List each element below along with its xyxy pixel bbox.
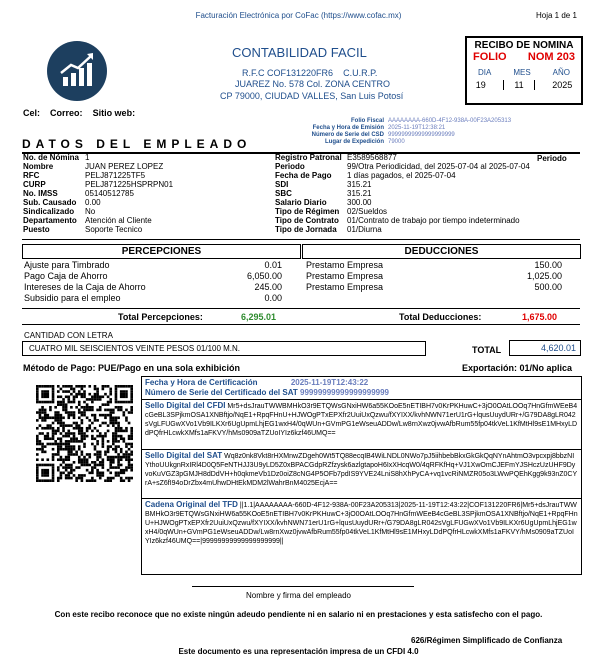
empleado-field-value: JUAN PEREZ LOPEZ [85, 162, 164, 171]
firma-label: Nombre y firma del empleado [246, 591, 351, 600]
empleado-field-label: Sub. Causado [23, 198, 77, 207]
empleado-field-value: 99/Otra Periodicidad, del 2025-07-04 al 2025-07-04 [347, 162, 530, 171]
cert-fecha: Fecha y Hora de Certificación 2025-11-19T12:43:22 [145, 378, 369, 387]
empleado-field-value: No [85, 207, 96, 216]
empleado-field-value: 01/Contrato de trabajo por tiempo indeterminado [347, 216, 520, 225]
empleado-left-row [21, 153, 175, 162]
empleado-left-table [21, 153, 175, 234]
percepciones-header: PERCEPCIONES [22, 244, 301, 259]
metodo-pago: Método de Pago: PUE/Pago en una sola exhibición [23, 363, 241, 373]
concepto-label: Subsidio para el empleo [24, 293, 121, 303]
concepto-label: Prestamo Empresa [306, 282, 384, 292]
empleado-right-row [273, 189, 532, 198]
concepto-label: Prestamo Empresa [306, 271, 384, 281]
company-name: CONTABILIDAD FACIL [232, 45, 367, 60]
exportacion: Exportación: 01/No aplica [462, 363, 573, 373]
percepciones-list [24, 260, 282, 304]
anio-label: AÑO [552, 68, 570, 77]
empleado-field-label: Salario Diario [275, 198, 327, 207]
periodo-right-label: Periodo [537, 154, 567, 163]
empleado-field-value: 315.21 [347, 189, 372, 198]
cantidad-letra-box [22, 341, 426, 356]
cantidad-letra-label: CANTIDAD CON LETRA [24, 331, 113, 340]
concepto-row [306, 282, 562, 293]
empleado-field-label: No. de Nómina [23, 153, 80, 162]
empleado-field-label: Departamento [23, 216, 77, 225]
empleado-left-row [21, 171, 175, 180]
dia-value: 19 [475, 80, 486, 90]
empleado-field-value: 1 días pagados, el 2025-07-04 [347, 171, 456, 180]
qr-code-icon [36, 385, 133, 482]
empleado-field-label: RFC [23, 171, 40, 180]
mes-label: MES [513, 68, 531, 77]
fiscal-values: AAAAAAAA-660D-4F12-938A-00F23A205313 2025-11-19T12:38:21 99999999999999999999 79000 [388, 118, 512, 145]
concepto-row [306, 260, 562, 271]
empleado-field-label: Nombre [23, 162, 54, 171]
sello-sat: Sello Digital del SAT Wq8z0nk8Vkt8rHXMnwZDgeh0Wt5TQ88ecqIB4WiLNDL0NWo7pJ5iihbebBkxGkGkQqNYnAhtmO3vpcxpj8bbzNIYthoUUkgnRxIRl4D0Q5FeNTHJJ3U9yLD5Z0xBPACGdpRZfzysk6azlgtapoH6IxXHcqW0/4qRFKfHq+VJ1XwOmCJEFmYJSHczUzUHF9DyvoKuVGZ3pGMJH8dDdVH+h0qkmeVb1Dz0oiZ8cNG4P5OFb7pdIS9YVE24LniS8hXhPyCA+vq1vcRiNMZR05o3LWwPQEhKgg9k93nZ0CYrA+sZ6fI94oDrZbx4mUhwDHtEkMDM2lWahrBnM4025EcjA== [142, 450, 581, 499]
empleado-left-row [21, 216, 175, 225]
concepto-amount: 150.00 [534, 260, 562, 270]
concepto-amount: 245.00 [254, 282, 282, 292]
empleado-left-row [21, 162, 175, 171]
empleado-field-label: Puesto [23, 225, 50, 234]
empleado-title: DATOS DEL EMPLEADO [22, 137, 252, 151]
deducciones-list [306, 260, 562, 293]
concepto-row [24, 260, 282, 271]
empleado-right-row [273, 207, 532, 216]
empleado-field-label: No. IMSS [23, 189, 58, 198]
empleado-left-row [21, 225, 175, 234]
empleado-field-label: Tipo de Régimen [275, 207, 340, 216]
concepto-row [24, 293, 282, 304]
concepto-row [306, 271, 562, 282]
empleado-field-label: CURP [23, 180, 46, 189]
empleado-left-row [21, 207, 175, 216]
empleado-bottom-divider [22, 239, 580, 240]
sello-cfdi: Sello Digital del CFDI Mr5+dsJrauTWWBMHkO3r9ETQWsGNxiHW6a55KOoE5nETIBH7v0KrPKHuwC+3jO0OAtLOOq7HnGfmWEeB4cGeBL3SPjkmOSA1XNBftjo/NqE1+RpqFHnU+HJWOgPTxEPXfr2UuiUxQzwu/fXYIXX/kvhNWN71erU1rG+lqusUuydURr+/G79DA8gLR042sVgLFUGwXVo1Vb9ILKXr6UgUpmLhjEG1wxH4/0qWUn+GVmPG1eWseuADDw/Lw8rnXwz0jvwAfbRum55fp04tkVeL1KfMtHl9sE1MHxyLDdPQfrHLcwkXMfs1aFKVY/hMs0909aTZUoIYIz6kzf46UMQ== [142, 400, 581, 450]
empleado-field-label: Tipo de Jornada [275, 225, 337, 234]
empleado-field-label: Periodo [275, 162, 305, 171]
empleado-field-value: PELJ871225TF5 [85, 171, 146, 180]
cert-block [141, 376, 582, 575]
empleado-left-row [21, 189, 175, 198]
concepto-label: Intereses de la Caja de Ahorro [24, 282, 146, 292]
cert-serie: Número de Serie del Certificado del SAT 99999999999999999999 [145, 388, 389, 397]
empleado-field-label: SDI [275, 180, 289, 189]
empleado-field-value: Soporte Tecnico [85, 225, 143, 234]
empleado-field-value: 02/Sueldos [347, 207, 388, 216]
receipt-box [465, 36, 583, 105]
empleado-left-row [21, 180, 175, 189]
empleado-right-row [273, 153, 532, 162]
page-counter: Hoja 1 de 1 [536, 11, 577, 20]
concepto-row [24, 271, 282, 282]
empleado-field-value: E3589568877 [347, 153, 397, 162]
company-address2: CP 79000, CIUDAD VALLES, San Luis Potosí [220, 91, 404, 101]
firma-line [192, 586, 414, 587]
provider-line: Facturación Electrónica por CoFac (https://www.cofac.mx) [195, 11, 402, 20]
empleado-field-value: PELJ871225HSPRPN01 [85, 180, 174, 189]
contact-line: Cel: Correo: Sitio web: [23, 108, 136, 118]
receipt-folio: FOLIO NOM 203 [473, 51, 575, 63]
concepto-label: Ajuste para Timbrado [24, 260, 110, 270]
empleado-left-row [21, 198, 175, 207]
chart-growth-icon [47, 41, 107, 101]
concepto-label: Pago Caja de Ahorro [24, 271, 108, 281]
concepto-row [24, 282, 282, 293]
empleado-right-row [273, 171, 532, 180]
empleado-right-row [273, 216, 532, 225]
concepto-amount: 1,025.00 [526, 271, 562, 281]
empleado-field-label: Sindicalizado [23, 207, 75, 216]
total-percepciones-value: 6,295.01 [241, 312, 277, 322]
empleado-right-row [273, 180, 532, 189]
recibo-declaracion: Con este recibo reconoce que no existe ningún adeudo pendiente ni en salario ni en prestaciones y esta satisfecho con el pago. [54, 610, 543, 619]
concepto-amount: 0.00 [264, 293, 282, 303]
empleado-field-label: Fecha de Pago [275, 171, 332, 180]
empleado-right-table [273, 153, 532, 234]
deducciones-header: DEDUCCIONES [302, 244, 581, 259]
total-deducciones-label: Total Deducciones: [399, 312, 482, 322]
regimen: 626/Régimen Simplificado de Confianza [411, 636, 563, 645]
empleado-field-value: Atención al Cliente [85, 216, 152, 225]
total-box [509, 340, 581, 356]
empleado-right-row [273, 198, 532, 207]
company-address1: JUAREZ No. 578 Col. ZONA CENTRO [235, 79, 391, 89]
representacion-impresa: Este documento es una representación impresa de un CFDI 4.0 [178, 647, 419, 656]
empleado-field-value: 315.21 [347, 180, 372, 189]
empleado-field-value: 300.00 [347, 198, 372, 207]
empleado-field-label: Tipo de Contrato [275, 216, 339, 225]
empleado-right-row [273, 162, 532, 171]
concepto-amount: 6,050.00 [246, 271, 282, 281]
company-rfc: R.F.C COF131220FR6 C.U.R.P. [242, 68, 378, 78]
company-logo [47, 41, 107, 101]
qr-code [36, 385, 133, 482]
totals-divider [22, 308, 580, 309]
empleado-field-label: SBC [275, 189, 292, 198]
empleado-field-value: 0.00 [85, 198, 101, 207]
receipt-title: RECIBO DE NOMINA [474, 40, 574, 51]
empleado-field-value: 1 [85, 153, 90, 162]
total-label: TOTAL [472, 345, 502, 355]
cantidad-letra-value: CUATRO MIL SEISCIENTOS VEINTE PESOS 01/100 M.N. [29, 344, 241, 353]
anio-value: 2025 [552, 80, 573, 90]
total-deducciones-value: 1,675.00 [522, 312, 558, 322]
cadena-tfd: Cadena Original del TFD ||1.1|AAAAAAAA-660D-4F12-938A-00F23A205313|2025-11-19T12:43:22|COF131220FR6|Mr5+dsJrauTWWBMHkO3r9ETQWsGNxiHW6a55KOoE5nETIBH7v0KrPKHuwC+3jO0OAtLOOq7HnGfmWEeB4cGeBL3SPjkmOSA1XNBftjo/NqE1+RpqFHnU+HJWOgPTxEPXfr2UuiUxQzwu/fXYIXX/kvhNWN71erU1rG+lqusUuydURr+/G79DA8gLR042sVgLFUGwXVo1Vb9ILKXr6UgUpmLhjEG1wxH4/0qWUn+GVmPG1eWseuADDw/Lw8rnXwz0jvwAfbRum55fp04tkVeL1KfMtHl9sE1MHxyLDdPQfrHLcwkXMfs1aFKVY/hMs0909aTZUoIYIz6kzf46UMQ==|99999999999999999999|| [145, 500, 578, 545]
concepto-label: Prestamo Empresa [306, 260, 384, 270]
empleado-right-row [273, 225, 532, 234]
concepto-amount: 0.01 [264, 260, 282, 270]
dia-label: DIA [477, 68, 492, 77]
mes-value: 11 [503, 80, 534, 90]
empleado-field-value: 01/Diurna [347, 225, 382, 234]
concepto-amount: 500.00 [534, 282, 562, 292]
empleado-field-value: 05140512785 [85, 189, 134, 198]
total-value: 4,620.01 [540, 343, 576, 353]
fiscal-labels: Folio Fiscal Fecha y Hora de Emisión Número de Serie del CSD Lugar de Expedición [311, 118, 384, 145]
totals-bottom-divider [22, 324, 580, 325]
empleado-field-label: Registro Patronal [275, 153, 342, 162]
total-percepciones-label: Total Percepciones: [118, 312, 203, 322]
